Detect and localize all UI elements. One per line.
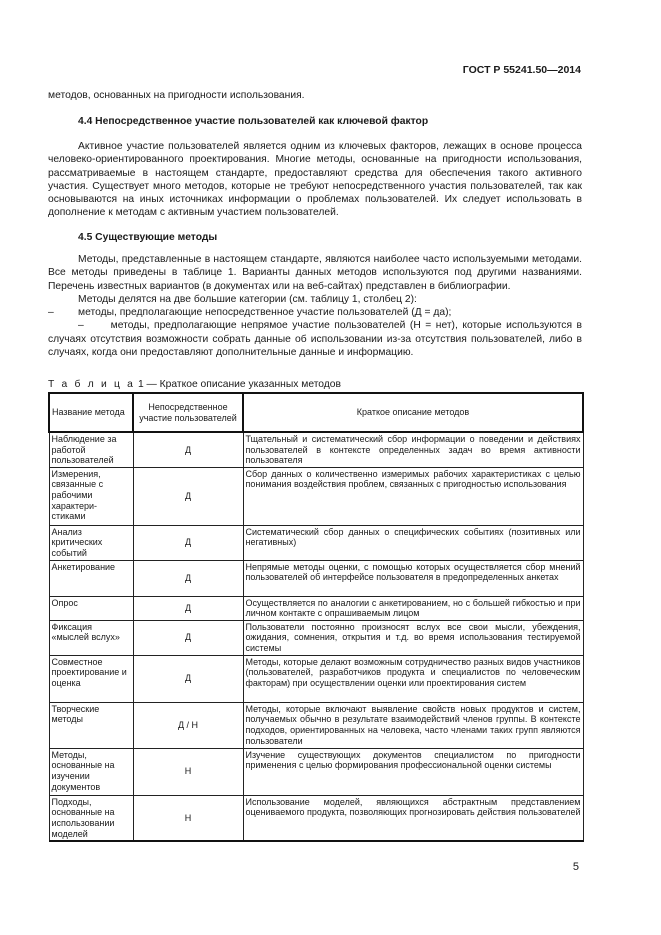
table-row — [49, 432, 583, 467]
methods-table — [48, 392, 584, 842]
table-row — [49, 748, 583, 795]
method-name: Совместное проектирование и оценка — [49, 655, 133, 702]
table-row — [49, 655, 583, 702]
method-description: Пользователи постоянно произносят вслух все свои мысли, убеждения, ожидания, сомнения, открытия и т.д. во время использования тестируемой системы — [243, 620, 583, 655]
dash-mark: – — [48, 307, 54, 319]
direct-participation: Д — [133, 467, 243, 525]
direct-participation: Д — [133, 525, 243, 560]
dash-item-1 — [48, 306, 582, 319]
section-4-5-body — [48, 253, 582, 359]
method-description: Непрямые методы оценки, с помощью которых осуществляется сбор мнений пользователей об интерфейсе пользователя в предопределенных анкетах — [243, 560, 583, 596]
method-name: Анкетирование — [49, 560, 133, 596]
dash-mark: – — [78, 320, 84, 332]
method-description: Тщательный и систематический сбор информации о поведении и действиях пользователей в контексте определенных задач во время активности пользователя — [243, 432, 583, 467]
section-4-4-paragraph: Активное участие пользователей является одним из ключевых факторов, лежащих в основе процесса человеко-ориентированного проектирования. Многие методы, основанные на пригодности использования, рассматриваемые в настоящем стандарте, предоставляют средства для обеспечения такого активного участия. Существует много методов, которые не требуют непосредственного участия пользователей, так как основываются на иных источниках информации о проблемах пользователей. Их следует использовать в дополнение к методам с активным участием пользователей. — [48, 141, 582, 219]
method-description: Осуществляется по аналогии с анкетированием, но с большей гибкостью и при личном контакте с опрашиваемым лицом — [243, 596, 583, 620]
table-row — [49, 467, 583, 525]
method-name: Подходы, основанные на использовании моделей — [49, 795, 133, 841]
method-description: Методы, которые делают возможным сотрудничество разных видов участников (пользователей, разработчиков продукта и специалистов по человеческим факторам) при осуществлении оценки или проектирования систем — [243, 655, 583, 702]
table-caption-text: 1 — Краткое описание указанных методов — [135, 379, 342, 390]
section-4-4-heading: 4.4 Непосредственное участие пользователей как ключевой фактор — [78, 116, 429, 127]
table-row — [49, 525, 583, 560]
method-name: Творческие методы — [49, 702, 133, 748]
column-header-description: Краткое описание методов — [243, 393, 583, 432]
direct-participation: Д — [133, 655, 243, 702]
table-row — [49, 795, 583, 841]
method-description: Изучение существующих документов специалистом по пригодности применения с целью формирования профессиональной оценки системы — [243, 748, 583, 795]
dash-item-1-text: методы, предполагающие непосредственное участие пользователей (Д = да); — [78, 307, 452, 319]
direct-participation: Д — [133, 560, 243, 596]
method-name: Анализ критических событий — [49, 525, 133, 560]
method-description: Систематический сбор данных о специфических событиях (позитивных или негативных) — [243, 525, 583, 560]
table-row — [49, 596, 583, 620]
direct-participation: Н — [133, 748, 243, 795]
direct-participation: Д — [133, 596, 243, 620]
table-row — [49, 560, 583, 596]
method-description: Методы, которые включают выявление свойств новых продуктов и систем, получаемых обычно в результате взаимодействий членов группы. В контексте подходов, ориентированных на человека, часто членами таких групп являются пользователи — [243, 702, 583, 748]
section-4-5-paragraph-2: Методы делятся на две большие категории (см. таблицу 1, столбец 2): — [78, 293, 417, 305]
page-number: 5 — [572, 861, 579, 873]
direct-participation: Д / Н — [133, 702, 243, 748]
document-id: ГОСТ Р 55241.50—2014 — [462, 64, 581, 76]
method-name: Измерения, связанные с рабочими характери-стиками — [49, 467, 133, 525]
table-row — [49, 702, 583, 748]
method-name: Фиксация «мыслей вслух» — [49, 620, 133, 655]
table-caption — [48, 379, 341, 390]
dash-item-2 — [48, 319, 582, 359]
method-description: Сбор данных о количественно измеримых рабочих характеристиках с целью понимания воздействия проблем, связанных с пригодностью использования — [243, 467, 583, 525]
method-name: Методы, основанные на изучении документов — [49, 748, 133, 795]
continuation-text: методов, основанных на пригодности использования. — [48, 90, 305, 101]
section-4-5-heading: 4.5 Существующие методы — [78, 232, 218, 243]
table-row — [49, 620, 583, 655]
section-4-5-paragraph-1: Методы, представленные в настоящем стандарте, являются наиболее часто используемыми методами. Все методы приведены в таблице 1. Варианты данных методов используются под другими названиями. Перечень известных вариантов (в документах или на веб-сайтах) представлен в библиографии. — [48, 254, 582, 292]
table-header-row — [49, 393, 583, 432]
column-header-direct: Непосредственное участие пользователей — [133, 393, 243, 432]
method-description: Использование моделей, являющихся абстрактным представлением оцениваемого продукта, позволяющих прогнозировать действия пользователей — [243, 795, 583, 841]
dash-item-2-text: методы, предполагающие непрямое участие пользователей (Н = нет), которые используются в случаях отсутствия возможности собрать данные об использовании из-за отсутствия пользователей, либо в случаях, когда они предоставляют дополнительные данные и информацию. — [48, 320, 582, 359]
direct-participation: Д — [133, 620, 243, 655]
column-header-name: Название метода — [49, 393, 133, 432]
direct-participation: Д — [133, 432, 243, 467]
table-caption-label: Т а б л и ц а — [48, 379, 136, 390]
method-name: Наблюдение за работой пользователей — [49, 432, 133, 467]
direct-participation: Н — [133, 795, 243, 841]
method-name: Опрос — [49, 596, 133, 620]
